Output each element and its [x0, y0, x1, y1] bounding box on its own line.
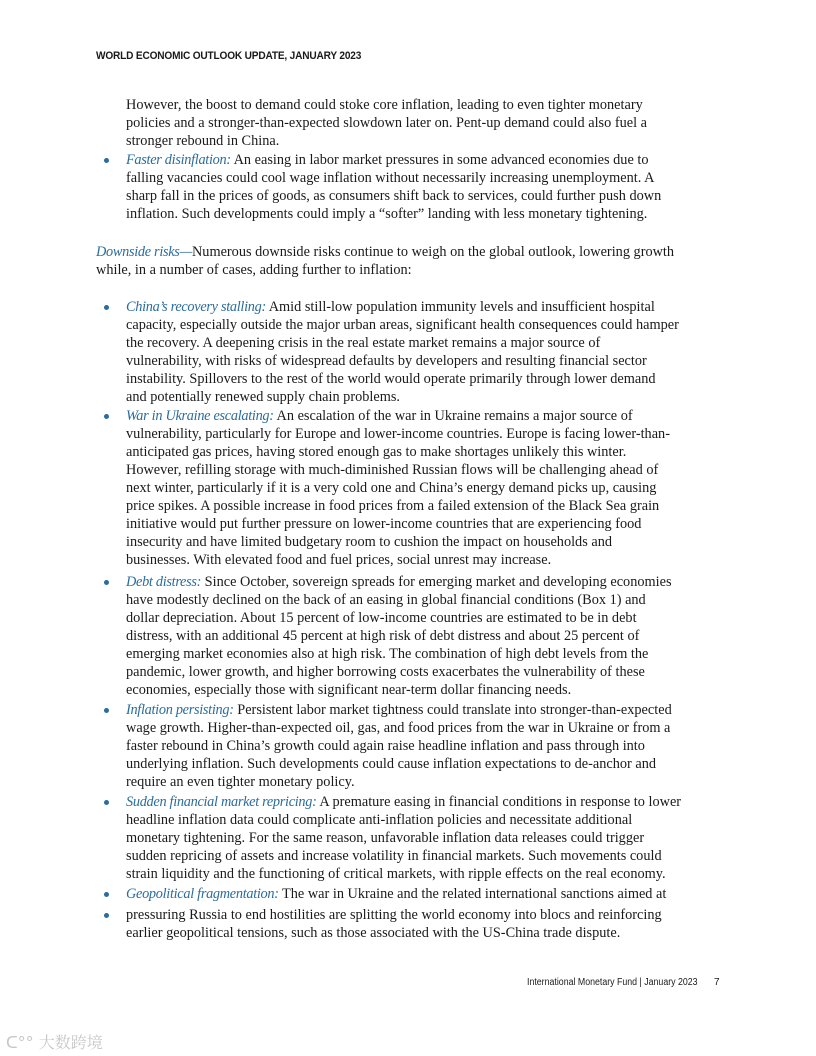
- text-line: [96, 243, 674, 261]
- line-text: wage growth. Higher-than-expected oil, gas, and food prices from the war in Ukraine or from a: [126, 720, 671, 736]
- line-text: However, refilling storage with much-diminished Russian flows will be challenging ahead of: [126, 462, 659, 478]
- text-line: [126, 515, 670, 533]
- text-line: [126, 885, 666, 903]
- text-line: [126, 151, 661, 169]
- page-number: 7: [714, 977, 720, 988]
- line-text: have modestly declined on the back of an easing in global financial conditions (Box 1) and: [126, 592, 646, 608]
- text-line: [126, 132, 647, 150]
- text-line: [126, 388, 679, 406]
- line-text: Numerous downside risks continue to weigh on the global outlook, lowering growth: [191, 244, 675, 260]
- line-text: The war in Ukraine and the related international sanctions aimed at: [278, 886, 667, 902]
- line-text: sudden repricing of assets and increase volatility in financial markets. Such movements could: [126, 848, 662, 864]
- bullet-label: War in Ukraine escalating:: [126, 408, 274, 424]
- text-line: [126, 298, 679, 316]
- bullet-label: Faster disinflation:: [126, 152, 231, 168]
- text-line: [126, 443, 670, 461]
- line-text: earlier geopolitical tensions, such as those associated with the US-China trade dispute.: [126, 925, 621, 941]
- bullet-label: Downside risks—: [96, 244, 192, 260]
- text-line: [126, 681, 672, 699]
- bullet-geopolitical-continued: [126, 906, 662, 942]
- text-line: [126, 551, 670, 569]
- bullet-icon: [104, 800, 109, 805]
- text-line: [126, 829, 681, 847]
- bullet-icon: [104, 414, 109, 419]
- line-text: capacity, especially outside the major urban areas, significant health consequences could hamper: [126, 317, 679, 333]
- line-text: economies, especially those with significant near-term dollar financing needs.: [126, 682, 572, 698]
- watermark-text: 大数跨境: [38, 1033, 103, 1052]
- bullet-icon: [104, 913, 109, 918]
- text-line: [126, 737, 672, 755]
- text-line: [126, 865, 681, 883]
- bullet-financial-repricing: [126, 793, 681, 883]
- text-line: [126, 924, 662, 942]
- downside-risks-intro: [96, 243, 674, 279]
- bullet-war-ukraine: [126, 407, 670, 569]
- text-line: [126, 407, 670, 425]
- watermark-logo-icon: ᑕ°°: [6, 1033, 39, 1052]
- text-line: [126, 169, 661, 187]
- line-text: pressuring Russia to end hostilities are splitting the world economy into blocs and reinforcing: [126, 907, 662, 923]
- text-line: [126, 533, 670, 551]
- text-line: [96, 261, 674, 279]
- text-line: [126, 906, 662, 924]
- line-text: while, in a number of cases, adding further to inflation:: [96, 262, 412, 278]
- line-text: sharp fall in the prices of goods, as consumers shift back to services, could further push down: [126, 188, 662, 204]
- text-line: [126, 497, 670, 515]
- continuation-paragraph: [126, 96, 647, 150]
- bullet-china-recovery: [126, 298, 679, 406]
- text-line: [126, 352, 679, 370]
- text-line: [126, 316, 679, 334]
- text-line: [126, 96, 647, 114]
- line-text: An easing in labor market pressures in some advanced economies due to: [230, 152, 649, 168]
- line-text: dollar depreciation. About 15 percent of low-income countries are estimated to be in debt: [126, 610, 637, 626]
- text-line: [126, 461, 670, 479]
- text-line: [126, 793, 681, 811]
- text-line: [126, 847, 681, 865]
- bullet-label: Debt distress:: [126, 574, 202, 590]
- line-text: vulnerability, particularly for Europe and lower-income countries. Europe is facing lower-than-: [126, 426, 670, 442]
- text-line: [126, 591, 672, 609]
- text-line: [126, 425, 670, 443]
- text-line: [126, 663, 672, 681]
- line-text: An escalation of the war in Ukraine remains a major source of: [273, 408, 633, 424]
- line-text: price spikes. A possible increase in food prices from a failed extension of the Black Sea grain: [126, 498, 660, 514]
- text-line: [126, 627, 672, 645]
- line-text: faster rebound in China’s growth could again raise headline inflation and pass through into: [126, 738, 645, 754]
- bullet-label: Inflation persisting:: [126, 702, 234, 718]
- text-line: [126, 187, 661, 205]
- text-line: [126, 334, 679, 352]
- text-line: [126, 370, 679, 388]
- line-text: inflation. Such developments could imply a “softer” landing with less monetary tightening.: [126, 206, 648, 222]
- line-text: A premature easing in financial conditions in response to lower: [316, 794, 682, 810]
- bullet-icon: [104, 305, 109, 310]
- line-text: pandemic, lower growth, and higher borrowing costs exacerbates the vulnerability of these: [126, 664, 645, 680]
- bullet-inflation-persisting: [126, 701, 672, 791]
- line-text: insecurity and have limited budgetary room to cushion the impact on households and: [126, 534, 612, 550]
- bullet-icon: [104, 580, 109, 585]
- footer-text: International Monetary Fund | January 2023: [527, 977, 698, 988]
- running-header: WORLD ECONOMIC OUTLOOK UPDATE, JANUARY 2023: [96, 50, 362, 62]
- bullet-label: China’s recovery stalling:: [126, 299, 266, 315]
- text-line: [126, 205, 661, 223]
- line-text: Persistent labor market tightness could translate into stronger-than-expected: [233, 702, 672, 718]
- text-line: [126, 573, 672, 591]
- bullet-icon: [104, 892, 109, 897]
- line-text: next winter, particularly if it is a very cold one and China’s energy demand picks up, causing: [126, 480, 657, 496]
- line-text: headline inflation data could complicate anti-inflation policies and necessitate additional: [126, 812, 633, 828]
- text-line: [126, 773, 672, 791]
- line-text: monetary tightening. For the same reason, unfavorable inflation data releases could trigger: [126, 830, 645, 846]
- line-text: underlying inflation. Such developments could cause inflation expectations to de-anchor and: [126, 756, 657, 772]
- text-line: [126, 811, 681, 829]
- bullet-icon: [104, 708, 109, 713]
- line-text: businesses. With elevated food and fuel prices, social unrest may increase.: [126, 552, 552, 568]
- bullet-icon: [104, 158, 109, 163]
- line-text: strain liquidity and the functioning of critical markets, with ripple effects on the real economy.: [126, 866, 666, 882]
- line-text: instability. Spillovers to the rest of the world would operate primarily through lower demand: [126, 371, 656, 387]
- line-text: and potentially renewed supply chain problems.: [126, 389, 400, 405]
- text-line: [126, 755, 672, 773]
- bullet-label: Sudden financial market repricing:: [126, 794, 317, 810]
- watermark: [6, 1030, 103, 1053]
- line-text: Amid still-low population immunity levels and insufficient hospital: [265, 299, 655, 315]
- line-text: emerging market economies also at high risk. The combination of high debt levels from the: [126, 646, 649, 662]
- line-text: initiative would put further pressure on lower-income countries that are experiencing food: [126, 516, 642, 532]
- line-text: policies and a stronger-than-expected slowdown later on. Pent-up demand could also fuel a: [126, 115, 647, 131]
- line-text: anticipated gas prices, having stored enough gas to make shortages unlikely this winter.: [126, 444, 627, 460]
- line-text: distress, with an additional 45 percent at high risk of debt distress and about 25 percent of: [126, 628, 640, 644]
- line-text: However, the boost to demand could stoke core inflation, leading to even tighter monetary: [126, 97, 643, 113]
- text-line: [126, 114, 647, 132]
- line-text: the recovery. A deepening crisis in the real estate market remains a major source of: [126, 335, 601, 351]
- text-line: [126, 609, 672, 627]
- bullet-debt-distress: [126, 573, 672, 699]
- text-line: [126, 479, 670, 497]
- bullet-faster-disinflation: [126, 151, 661, 223]
- bullet-label: Geopolitical fragmentation:: [126, 886, 279, 902]
- line-text: falling vacancies could cool wage inflation without necessarily increasing unemployment. A: [126, 170, 655, 186]
- text-line: [126, 719, 672, 737]
- text-line: [126, 701, 672, 719]
- bullet-geopolitical-fragmentation: [126, 885, 666, 903]
- line-text: Since October, sovereign spreads for emerging market and developing economies: [201, 574, 672, 590]
- line-text: stronger rebound in China.: [126, 133, 280, 149]
- line-text: vulnerability, with risks of widespread defaults by developers and resulting financial sector: [126, 353, 647, 369]
- line-text: require an even tighter monetary policy.: [126, 774, 355, 790]
- text-line: [126, 645, 672, 663]
